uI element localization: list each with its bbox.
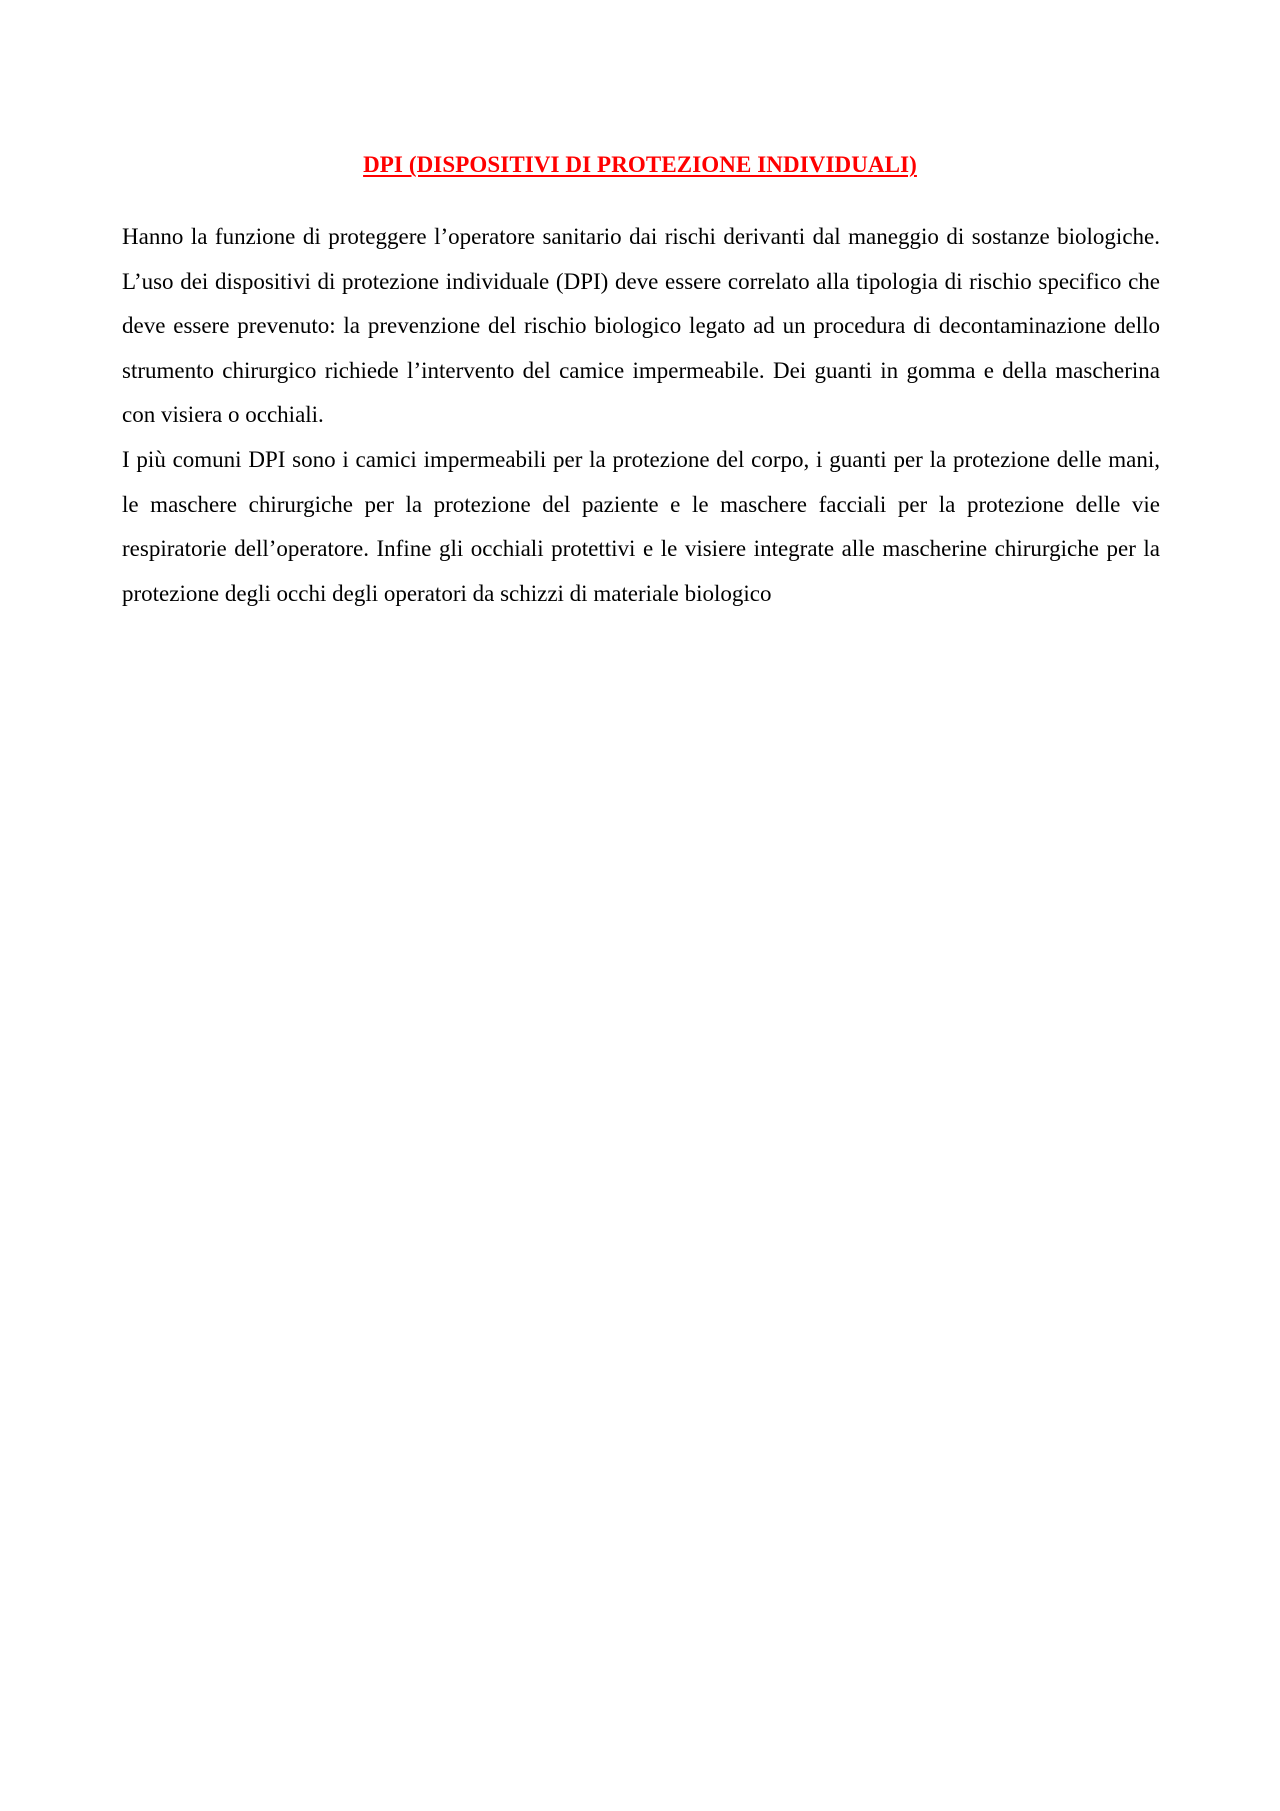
paragraph-dpi-list: I più comuni DPI sono i camici impermeabili per la protezione del corpo, i guanti per la protezione delle mani, le maschere chirurgiche per la protezione del paziente e le maschere facciali per la protezione delle vie respiratorie dell’operatore. Infine gli occhiali protettivi e le visiere integrate alle mascherine chirurgiche per la protezione degli occhi degli operatori da schizzi di materiale biologico	[122, 446, 1160, 606]
document-title: DPI (DISPOSITIVI DI PROTEZIONE INDIVIDUALI)	[363, 152, 917, 177]
document-body	[122, 215, 1160, 616]
paragraph-intro: Hanno la funzione di proteggere l’operatore sanitario dai rischi derivanti dal maneggio di sostanze biologiche. L’uso dei dispositivi di protezione individuale (DPI) deve essere correlato alla tipologia di rischio specifico che deve essere prevenuto: la prevenzione del rischio biologico legato ad un procedura di decontaminazione dello strumento chirurgico richiede l’intervento del camice impermeabile. Dei guanti in gomma e della mascherina con visiera o occhiali.	[122, 224, 1160, 428]
